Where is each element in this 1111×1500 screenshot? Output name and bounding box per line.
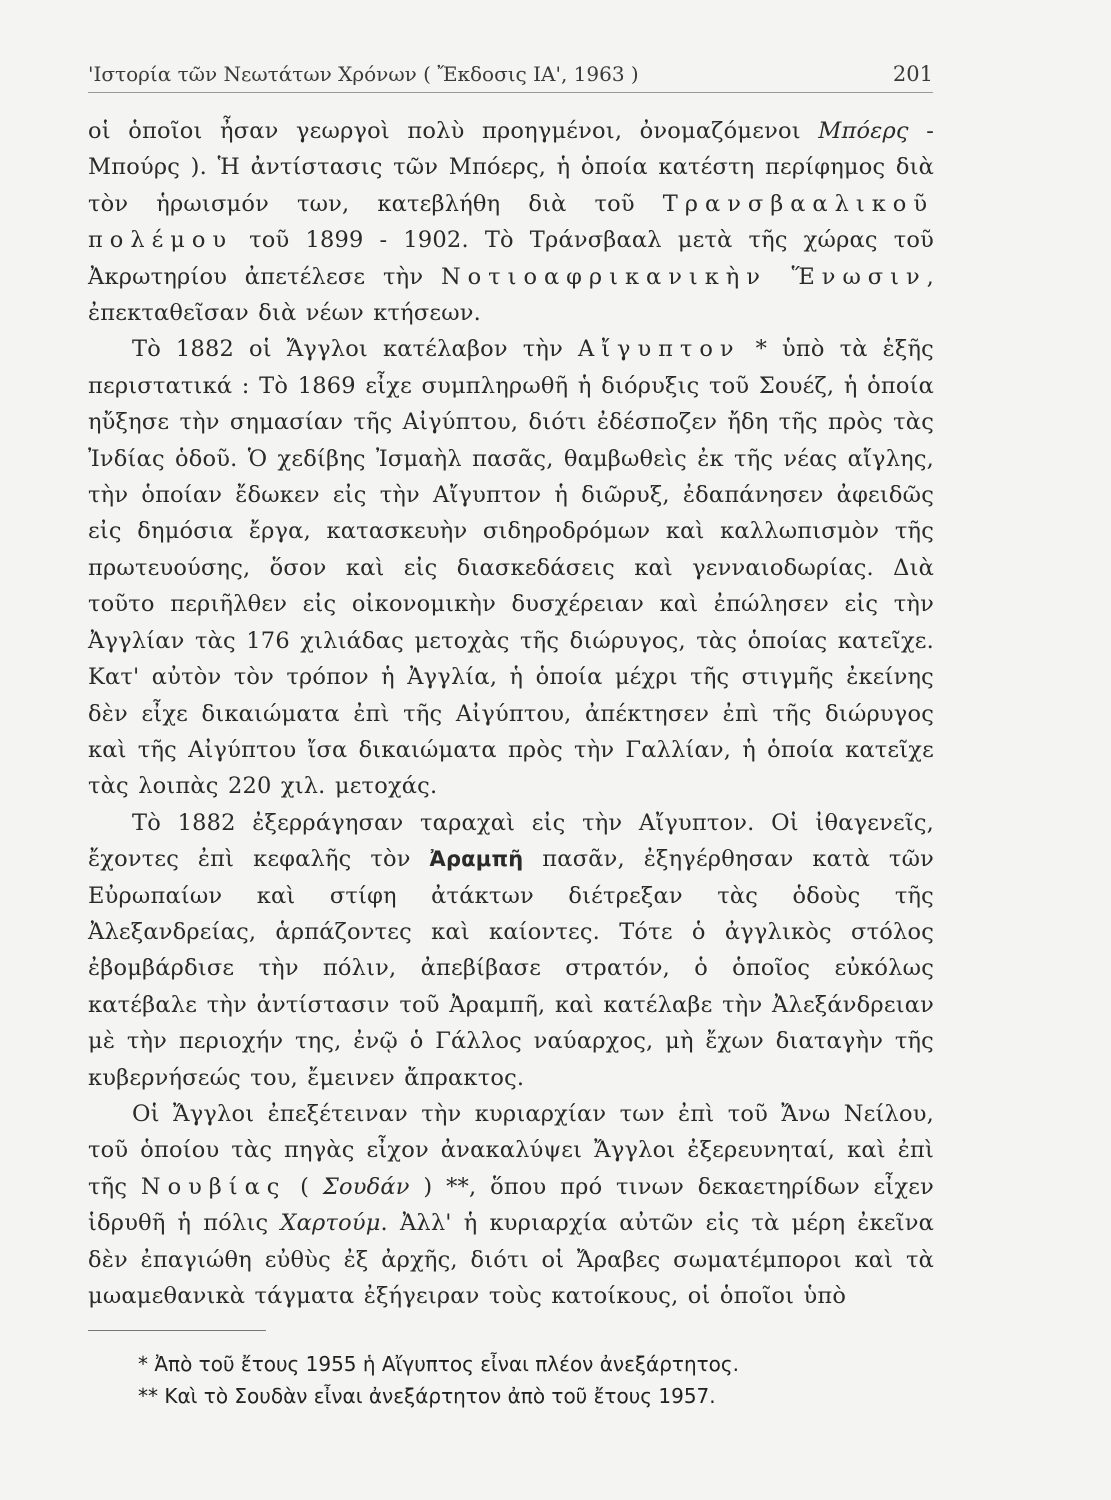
running-header bbox=[88, 62, 933, 93]
bold-name: Ἀραμπῆ bbox=[429, 847, 524, 872]
footnote-2: ** Καὶ τὸ Σουδὰν εἶναι ἀνεξάρτητον ἀπὸ τοῦ ἔτους 1957. bbox=[138, 1384, 716, 1408]
emphasis-khartoum: Χαρτούμ bbox=[280, 1210, 381, 1237]
spaced-term: Αἴγυπτον bbox=[577, 336, 741, 363]
text-run: * ὑπὸ τὰ ἑξῆς περιστατικά : Τὸ 1869 εἶχε συμπληρωθῆ ἡ διόρυξις τοῦ Σουέζ, ἡ ὁποία ηὔξησε τὴν σημασίαν τῆς Αἰγύπτου, διότι ἐδέσποζεν ἤδη τῆς πρὸς τὰς Ἰνδίας ὁδοῦ. Ὁ χεδίβης Ἰσμαὴλ πασᾶς, θαμβωθεὶς ἐκ τῆς νέας αἴγλης, τὴν ὁποίαν ἔδωκεν εἰς τὴν Αἴγυπτον ἡ διῶρυξ, ἐδαπάνησεν ἀφειδῶς εἰς δημόσια ἔργα, κατασκευὴν σιδηροδρόμων καὶ καλλωπισμὸν τῆς πρωτευούσης, ὅσον καὶ εἰς διασκεδάσεις καὶ γενναιοδωρίας. Διὰ τοῦτο περιῆλθεν εἰς οἰκονομικὴν δυσχέρειαν καὶ ἐπώλησεν εἰς τὴν Ἀγγλίαν τὰς 176 χιλιάδας μετοχὰς τῆς διώρυγος, τὰς ὁποίας κατεῖχε. Κατ' αὐτὸν τὸν τρόπον ἡ Ἀγγλία, ἡ ὁποία μέχρι τῆς στιγμῆς ἐκείνης δὲν εἶχε δικαιώματα ἐπὶ τῆς Αἰγύπτου, ἀπέκτησεν ἐπὶ τῆς διώρυγος καὶ τῆς Αἰγύπτου ἴσα δικαιώματα πρὸς τὴν Γαλλίαν, ἡ ὁποία κατεῖχε τὰς λοιπὰς 220 χιλ. μετοχάς. bbox=[88, 336, 934, 800]
text-run: . Ἀλλ' ἡ κυριαρχία αὐτῶν εἰς τὰ μέρη ἐκεῖνα δὲν ἐπαγιώθη εὐθὺς ἐξ ἀρχῆς, διότι οἱ Ἄραβες σωματέμποροι καὶ τὰ μωαμεθανικὰ τάγματα ἐξήγειραν τοὺς κατοίκους, οἱ ὁποῖοι ὑπὸ bbox=[88, 1210, 934, 1309]
text-run: τοῦ 1899 - 1902. Τὸ Τράνσβααλ μετὰ τῆς χώρας τοῦ Ἀκρωτηρίου ἀπετέλεσε τὴν bbox=[88, 227, 934, 290]
text-run: - Μπούρς ). Ἡ ἀντίστασις τῶν Μπόερς, ἡ ὁποία κατέστη περίφημος διὰ τὸν ἡρωισμόν των, κατεβλήθη διὰ τοῦ bbox=[88, 118, 935, 217]
page bbox=[88, 62, 934, 1314]
footnote-divider bbox=[88, 1330, 266, 1331]
text-run: πασᾶν, ἐξηγέρθησαν κατὰ τῶν Εὐρωπαίων καὶ στίφη ἀτάκτων διέτρεξαν τὰς ὁδοὺς τῆς Ἀλεξανδρείας, ἁρπάζοντες καὶ καίοντες. Τότε ὁ ἀγγλικὸς στόλος ἐβομβάρδισε τὴν πόλιν, ἀπεβίβασε στρατόν, ὁ ὁποῖος εὐκόλως κατέβαλε τὴν ἀντίστασιν τοῦ Ἀραμπῆ, καὶ κατέλαβε τὴν Ἀλεξάνδρειαν μὲ τὴν περιοχήν της, ἐνῷ ὁ Γάλλος ναύαρχος, μὴ ἔχων διαταγὴν τῆς κυβερνήσεώς του, ἔμεινεν ἄπρακτος. bbox=[88, 846, 934, 1091]
text-run: , ἐπεκταθεῖσαν διὰ νέων κτήσεων. bbox=[88, 263, 935, 327]
header-title: 'Ιστορία τῶν Νεωτάτων Χρόνων ( Ἔκδοσις ΙΑ', 1963 ) bbox=[88, 62, 639, 86]
emphasis-boers: Μπόερς bbox=[818, 118, 909, 144]
text-run: ) **, ὅπου πρό τινων δεκαετηρίδων εἶχεν ἱδρυθῆ ἡ πόλις bbox=[88, 1173, 935, 1237]
emphasis-sudan: Σουδάν bbox=[322, 1173, 410, 1200]
body-text bbox=[88, 113, 934, 1314]
text-run: Τὸ 1882 ἐξερράγησαν ταραχαὶ εἰς τὴν Αἴγυπτον. Οἱ ἰθαγενεῖς, ἔχοντες ἐπὶ κεφαλῆς τὸν bbox=[88, 809, 934, 873]
text-run: οἱ ὁποῖοι ἦσαν γεωργοὶ πολὺ προηγμένοι, ὀνομαζόμενοι bbox=[88, 118, 819, 144]
paragraph-3 bbox=[88, 805, 934, 1096]
footnote-1: * Ἀπὸ τοῦ ἔτους 1955 ἡ Αἴγυπτος εἶναι πλέον ἀνεξάρτητος. bbox=[138, 1352, 739, 1376]
paragraph-4 bbox=[88, 1096, 934, 1314]
spaced-term: Τρανσβααλικοῦ πολέμου bbox=[88, 190, 934, 254]
paragraph-1 bbox=[88, 113, 934, 331]
spaced-term: Νοτιοαφρικανικὴν Ἕνωσιν bbox=[440, 263, 927, 290]
paragraph-2 bbox=[88, 331, 934, 804]
text-run: Οἱ Ἄγγλοι ἐπεξέτειναν τὴν κυριαρχίαν των ἐπὶ τοῦ Ἄνω Νείλου, τοῦ ὁποίου τὰς πηγὰς εἶχον ἀνακαλύψει Ἄγγλοι ἐξερευνηταί, καὶ ἐπὶ τῆς bbox=[88, 1100, 934, 1200]
spaced-term: Νουβίας bbox=[140, 1173, 287, 1200]
footnotes bbox=[138, 1348, 898, 1412]
text-run: ( bbox=[286, 1173, 323, 1200]
text-run: Τὸ 1882 οἱ Ἄγγλοι κατέλαβον τὴν bbox=[132, 336, 578, 363]
page-number: 201 bbox=[892, 62, 933, 86]
